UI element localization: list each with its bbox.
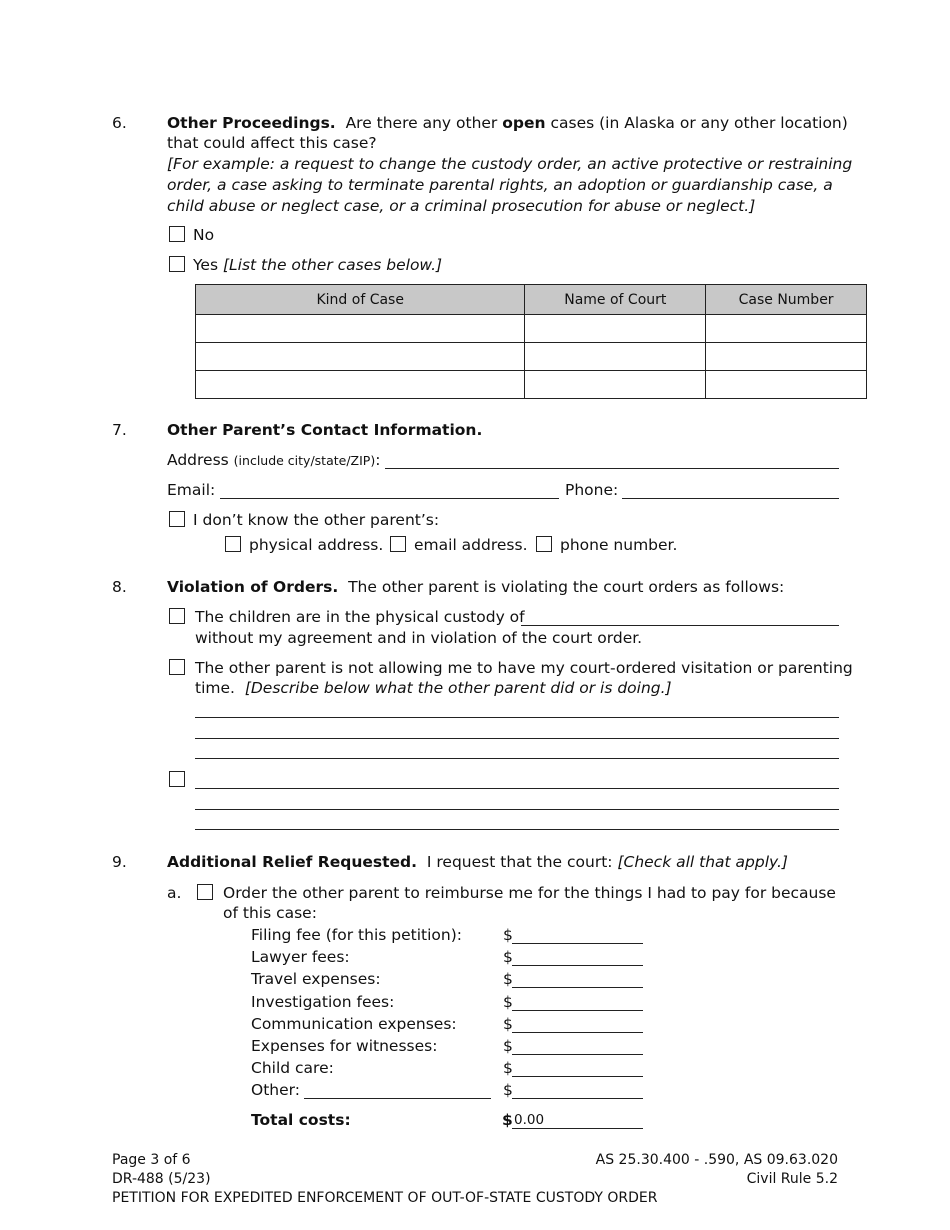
name-of-court-cell[interactable] (525, 343, 706, 371)
phone-number-label: phone number. (560, 536, 678, 554)
travel-expenses-field[interactable] (512, 970, 643, 988)
expense-label: Lawyer fees: (251, 948, 350, 966)
custody-line-2: without my agreement and in violation of the court order. (195, 629, 643, 647)
section-6-number: 6. (112, 114, 127, 132)
header-case-number: Case Number (706, 285, 867, 315)
expense-label: Travel expenses: (251, 970, 381, 988)
custody-line-1: The children are in the physical custody of (195, 608, 525, 626)
statute-reference: AS 25.30.400 - .590, AS 09.63.020 (595, 1152, 838, 1168)
kind-of-case-cell[interactable] (196, 371, 525, 399)
witness-expenses-field[interactable] (512, 1037, 643, 1055)
phone-number-checkbox[interactable] (536, 536, 552, 552)
filing-fee-field[interactable] (512, 926, 643, 944)
yes-label-group (193, 255, 442, 275)
section-9-heading (167, 852, 788, 872)
yes-label: Yes (193, 256, 219, 274)
section-6-open-emphasis: open (502, 114, 546, 132)
case-number-cell[interactable] (706, 343, 867, 371)
phone-label: Phone: (565, 481, 619, 499)
page-number: Page 3 of 6 (112, 1152, 191, 1168)
visitation-note: [Describe below what the other parent did or is doing.] (244, 679, 672, 697)
dollar-sign: $ (503, 970, 513, 988)
dollar-sign: $ (503, 993, 513, 1011)
visitation-line-2-group (195, 678, 672, 698)
address-label: Address (167, 451, 229, 469)
total-costs-label: Total costs: (251, 1111, 351, 1129)
kind-of-case-cell[interactable] (196, 315, 525, 343)
section-6-question-text: Are there any other (345, 114, 498, 132)
visitation-line-1: The other parent is not allowing me to have my court-ordered visitation or parenting (195, 659, 853, 677)
form-title: PETITION FOR EXPEDITED ENFORCEMENT OF OUT-OF-STATE CUSTODY ORDER (112, 1190, 658, 1206)
other-expense-amount-field[interactable] (512, 1081, 643, 1099)
section-9-title: Additional Relief Requested. (167, 853, 418, 871)
total-costs-field[interactable]: 0.00 (512, 1111, 643, 1129)
expense-label: Investigation fees: (251, 993, 395, 1011)
table-row (196, 371, 867, 399)
address-colon: : (375, 451, 381, 469)
other-cases-table (195, 284, 867, 399)
lawyer-fees-field[interactable] (512, 948, 643, 966)
dont-know-checkbox[interactable] (169, 511, 185, 527)
phone-field[interactable] (622, 481, 839, 499)
reimburse-line-1: Order the other parent to reimburse me for the things I had to pay for because (223, 884, 836, 902)
dollar-sign: $ (503, 1015, 513, 1033)
name-of-court-cell[interactable] (525, 371, 706, 399)
section-6-example-line: child abuse or neglect case, or a criminal prosecution for abuse or neglect.] (167, 197, 756, 215)
physical-address-label: physical address. (249, 536, 384, 554)
section-9-number: 9. (112, 853, 127, 871)
civil-rule: Civil Rule 5.2 (746, 1171, 838, 1187)
address-note: (include city/state/ZIP) (233, 453, 376, 468)
expense-label: Communication expenses: (251, 1015, 457, 1033)
investigation-fees-field[interactable] (512, 993, 643, 1011)
name-of-court-cell[interactable] (525, 315, 706, 343)
header-name-of-court: Name of Court (525, 285, 706, 315)
other-violation-line[interactable] (195, 788, 839, 789)
yes-checkbox[interactable] (169, 256, 185, 272)
yes-note: [List the other cases below.] (222, 256, 443, 274)
address-label-group (167, 450, 380, 471)
no-checkbox[interactable] (169, 226, 185, 242)
other-expense-description-field[interactable] (304, 1081, 491, 1099)
custody-person-field[interactable] (521, 608, 839, 626)
reimburse-line-2: of this case: (223, 904, 317, 922)
custody-checkbox[interactable] (169, 608, 185, 624)
form-id: DR-488 (5/23) (112, 1171, 211, 1187)
table-header-row (196, 285, 867, 315)
no-label: No (193, 226, 215, 244)
dollar-sign: $ (503, 1059, 513, 1077)
kind-of-case-cell[interactable] (196, 343, 525, 371)
reimburse-checkbox[interactable] (197, 884, 213, 900)
expense-label: Other: (251, 1081, 300, 1099)
email-address-label: email address. (414, 536, 528, 554)
address-field[interactable] (385, 451, 839, 469)
section-6-question-text-2: cases (in Alaska or any other location) (550, 114, 848, 132)
describe-line[interactable] (195, 738, 839, 739)
describe-line[interactable] (195, 758, 839, 759)
child-care-field[interactable] (512, 1059, 643, 1077)
total-dollar-sign: $ (502, 1111, 513, 1129)
section-8-intro: The other parent is violating the court orders as follows: (348, 578, 785, 596)
header-kind-of-case: Kind of Case (196, 285, 525, 315)
physical-address-checkbox[interactable] (225, 536, 241, 552)
section-8-number: 8. (112, 578, 127, 596)
expense-label: Expenses for witnesses: (251, 1037, 438, 1055)
email-label: Email: (167, 481, 216, 499)
case-number-cell[interactable] (706, 315, 867, 343)
item-a-letter: a. (167, 884, 182, 902)
communication-expenses-field[interactable] (512, 1015, 643, 1033)
table-row (196, 343, 867, 371)
dollar-sign: $ (503, 1081, 513, 1099)
visitation-line-2: time. (195, 679, 235, 697)
section-9-intro: I request that the court: (426, 853, 613, 871)
dollar-sign: $ (503, 926, 513, 944)
describe-line[interactable] (195, 717, 839, 718)
expense-label: Child care: (251, 1059, 334, 1077)
dont-know-label: I don’t know the other parent’s: (193, 511, 440, 529)
other-violation-checkbox[interactable] (169, 771, 185, 787)
section-8-title: Violation of Orders. (167, 578, 339, 596)
section-7-number: 7. (112, 421, 127, 439)
section-9-note: [Check all that apply.] (617, 853, 788, 871)
dollar-sign: $ (503, 948, 513, 966)
other-violation-line[interactable] (195, 829, 839, 830)
section-6-example-line: order, a case asking to terminate parental rights, an adoption or guardianship case, a (167, 176, 833, 194)
section-7-title: Other Parent’s Contact Information. (167, 421, 483, 439)
section-6-title: Other Proceedings. (167, 114, 336, 132)
email-field[interactable] (220, 481, 559, 499)
visitation-checkbox[interactable] (169, 659, 185, 675)
other-violation-line[interactable] (195, 809, 839, 810)
section-8-heading (167, 577, 784, 597)
dollar-sign: $ (503, 1037, 513, 1055)
email-address-checkbox[interactable] (390, 536, 406, 552)
section-6-question (167, 113, 848, 133)
section-6-question-line2: that could affect this case? (167, 134, 377, 152)
expense-label: Filing fee (for this petition): (251, 926, 462, 944)
section-6-example-line: [For example: a request to change the custody order, an active protective or restraining (167, 155, 853, 173)
table-row (196, 315, 867, 343)
case-number-cell[interactable] (706, 371, 867, 399)
